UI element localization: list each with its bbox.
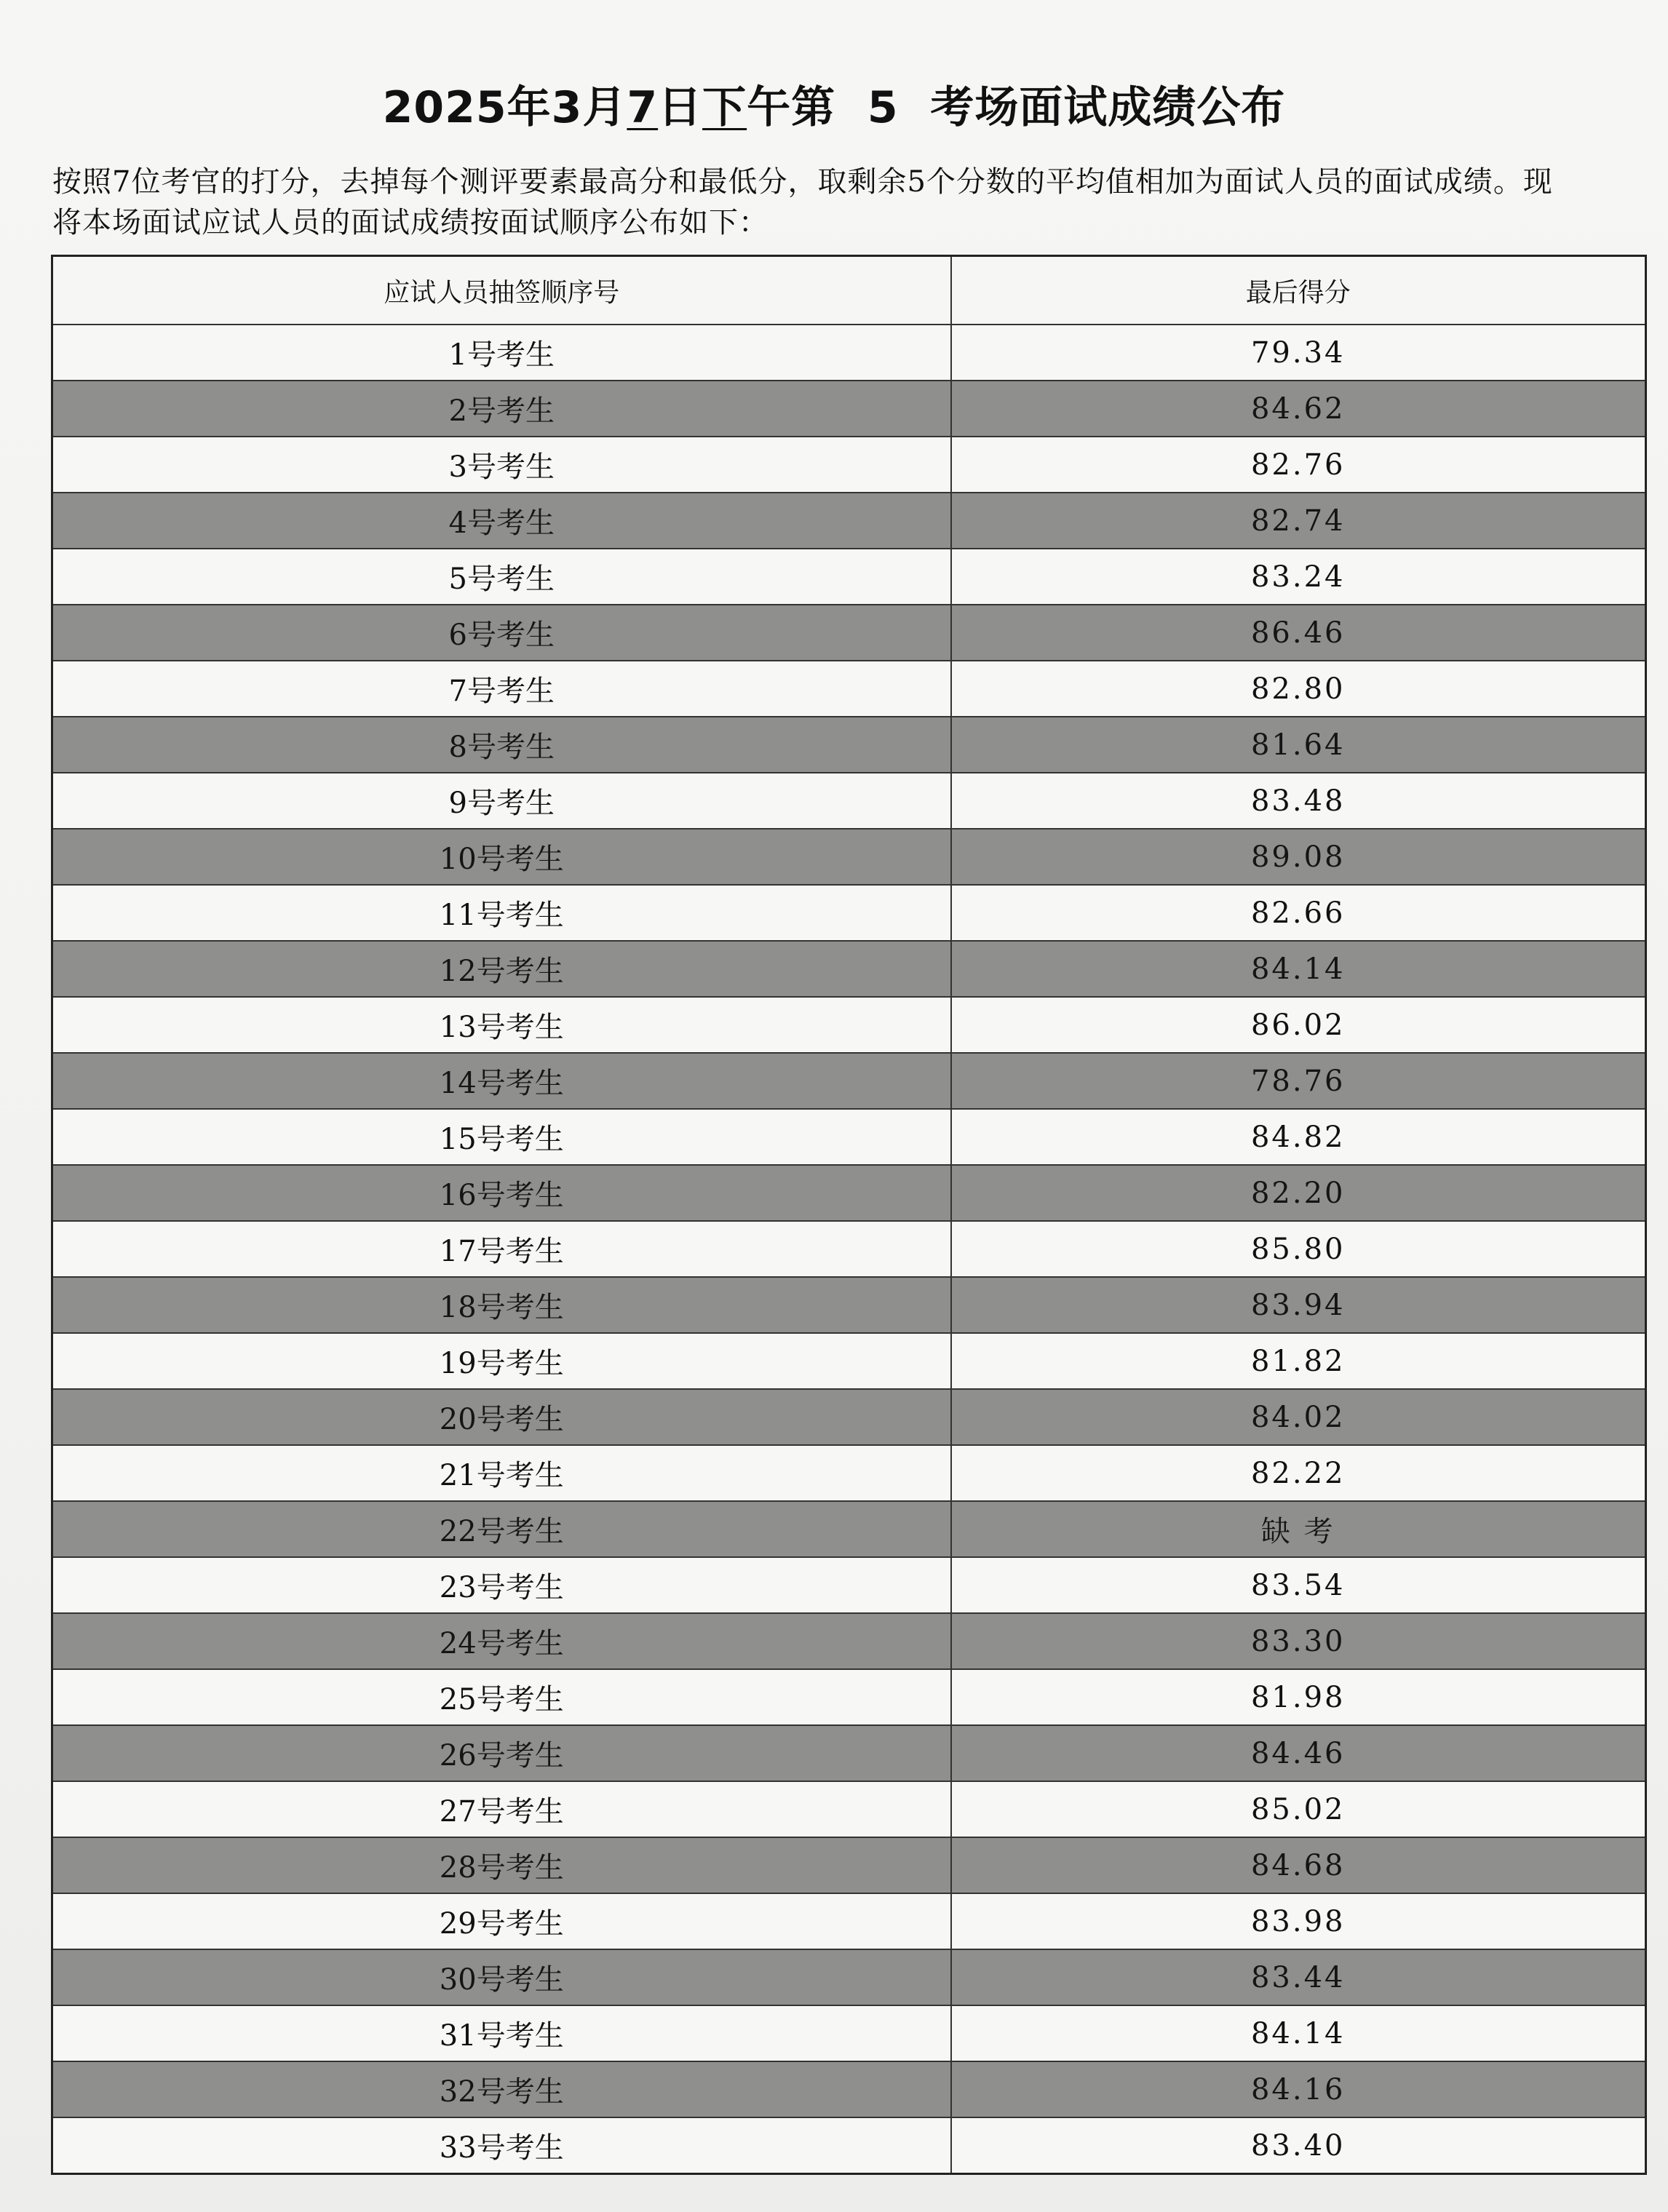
candidate-cell: 23号考生 bbox=[52, 1557, 951, 1613]
table-row bbox=[52, 1725, 1646, 1781]
candidate-cell: 24号考生 bbox=[52, 1613, 951, 1669]
candidate-cell: 22号考生 bbox=[52, 1501, 951, 1557]
table-row bbox=[52, 1893, 1646, 1949]
score-cell: 84.16 bbox=[951, 2061, 1646, 2117]
score-cell: 82.74 bbox=[951, 493, 1646, 549]
intro-paragraph bbox=[52, 162, 1639, 243]
table-row bbox=[52, 1669, 1646, 1725]
candidate-cell: 5号考生 bbox=[52, 549, 951, 605]
candidate-cell: 3号考生 bbox=[52, 437, 951, 493]
score-cell: 84.68 bbox=[951, 1837, 1646, 1893]
table-row bbox=[52, 997, 1646, 1053]
score-cell: 81.82 bbox=[951, 1333, 1646, 1389]
intro-line-2: 将本场面试应试人员的面试成绩按面试顺序公布如下： bbox=[52, 206, 769, 239]
table-row bbox=[52, 437, 1646, 493]
table-row bbox=[52, 717, 1646, 773]
candidate-cell: 11号考生 bbox=[52, 885, 951, 941]
candidate-cell: 28号考生 bbox=[52, 1837, 951, 1893]
title-day-suffix: 日 bbox=[658, 82, 703, 133]
candidate-cell: 4号考生 bbox=[52, 493, 951, 549]
candidate-cell: 10号考生 bbox=[52, 829, 951, 885]
score-cell: 83.30 bbox=[951, 1613, 1646, 1669]
score-cell: 82.76 bbox=[951, 437, 1646, 493]
table-row bbox=[52, 549, 1646, 605]
score-cell: 84.14 bbox=[951, 2005, 1646, 2061]
score-cell: 86.46 bbox=[951, 605, 1646, 661]
candidate-cell: 26号考生 bbox=[52, 1725, 951, 1781]
score-cell: 83.40 bbox=[951, 2117, 1646, 2174]
score-cell: 82.80 bbox=[951, 661, 1646, 717]
score-cell: 缺 考 bbox=[951, 1501, 1646, 1557]
title-room: 5 bbox=[867, 82, 899, 133]
candidate-cell: 18号考生 bbox=[52, 1277, 951, 1333]
table-row bbox=[52, 661, 1646, 717]
score-cell: 83.94 bbox=[951, 1277, 1646, 1333]
candidate-cell: 19号考生 bbox=[52, 1333, 951, 1389]
score-cell: 85.80 bbox=[951, 1221, 1646, 1277]
candidate-cell: 7号考生 bbox=[52, 661, 951, 717]
table-row bbox=[52, 1781, 1646, 1837]
candidate-cell: 32号考生 bbox=[52, 2061, 951, 2117]
page-title bbox=[0, 73, 1668, 135]
score-cell: 84.46 bbox=[951, 1725, 1646, 1781]
score-cell: 83.44 bbox=[951, 1949, 1646, 2005]
table-row bbox=[52, 605, 1646, 661]
score-cell: 89.08 bbox=[951, 829, 1646, 885]
candidate-cell: 9号考生 bbox=[52, 773, 951, 829]
table-row bbox=[52, 2061, 1646, 2117]
table-row bbox=[52, 1221, 1646, 1277]
score-cell: 83.24 bbox=[951, 549, 1646, 605]
table-row bbox=[52, 1501, 1646, 1557]
candidate-cell: 1号考生 bbox=[52, 325, 951, 381]
header-candidate: 应试人员抽签顺序号 bbox=[52, 256, 951, 325]
table-row bbox=[52, 1109, 1646, 1165]
table-row bbox=[52, 381, 1646, 437]
score-cell: 86.02 bbox=[951, 997, 1646, 1053]
score-cell: 84.02 bbox=[951, 1389, 1646, 1445]
candidate-cell: 14号考生 bbox=[52, 1053, 951, 1109]
table-body bbox=[52, 325, 1646, 2174]
table-row bbox=[52, 885, 1646, 941]
score-cell: 79.34 bbox=[951, 325, 1646, 381]
table-row bbox=[52, 1053, 1646, 1109]
candidate-cell: 30号考生 bbox=[52, 1949, 951, 2005]
candidate-cell: 15号考生 bbox=[52, 1109, 951, 1165]
score-cell: 82.66 bbox=[951, 885, 1646, 941]
candidate-cell: 31号考生 bbox=[52, 2005, 951, 2061]
score-cell: 85.02 bbox=[951, 1781, 1646, 1837]
score-cell: 84.82 bbox=[951, 1109, 1646, 1165]
title-day: 7 bbox=[627, 82, 659, 133]
table-row bbox=[52, 1557, 1646, 1613]
score-cell: 78.76 bbox=[951, 1053, 1646, 1109]
candidate-cell: 20号考生 bbox=[52, 1389, 951, 1445]
table-row bbox=[52, 1613, 1646, 1669]
candidate-cell: 29号考生 bbox=[52, 1893, 951, 1949]
score-cell: 83.48 bbox=[951, 773, 1646, 829]
table-row bbox=[52, 1165, 1646, 1221]
score-cell: 83.98 bbox=[951, 1893, 1646, 1949]
candidate-cell: 6号考生 bbox=[52, 605, 951, 661]
score-cell: 82.22 bbox=[951, 1445, 1646, 1501]
score-cell: 83.54 bbox=[951, 1557, 1646, 1613]
candidate-cell: 8号考生 bbox=[52, 717, 951, 773]
table-row bbox=[52, 1445, 1646, 1501]
title-half-suffix: 午第 bbox=[747, 82, 867, 133]
table-row bbox=[52, 2005, 1646, 2061]
candidate-cell: 12号考生 bbox=[52, 941, 951, 997]
title-half: 下 bbox=[702, 82, 747, 133]
score-cell: 81.64 bbox=[951, 717, 1646, 773]
candidate-cell: 16号考生 bbox=[52, 1165, 951, 1221]
table-header-row bbox=[52, 256, 1646, 325]
table-row bbox=[52, 773, 1646, 829]
candidate-cell: 13号考生 bbox=[52, 997, 951, 1053]
candidate-cell: 33号考生 bbox=[52, 2117, 951, 2174]
table-row bbox=[52, 829, 1646, 885]
table-row bbox=[52, 493, 1646, 549]
table-row bbox=[52, 941, 1646, 997]
table-row bbox=[52, 1389, 1646, 1445]
score-cell: 82.20 bbox=[951, 1165, 1646, 1221]
title-suffix: 考场面试成绩公布 bbox=[898, 82, 1286, 133]
title-prefix: 2025年3月 bbox=[382, 82, 627, 133]
table-row bbox=[52, 2117, 1646, 2174]
intro-line-1: 按照7位考官的打分，去掉每个测评要素最高分和最低分，取剩余5个分数的平均值相加为面试人员的面试成绩。现 bbox=[52, 165, 1553, 199]
score-cell: 84.62 bbox=[951, 381, 1646, 437]
candidate-cell: 21号考生 bbox=[52, 1445, 951, 1501]
table-row bbox=[52, 325, 1646, 381]
table-row bbox=[52, 1837, 1646, 1893]
candidate-cell: 2号考生 bbox=[52, 381, 951, 437]
table-row bbox=[52, 1949, 1646, 2005]
score-table bbox=[51, 255, 1647, 2175]
score-cell: 84.14 bbox=[951, 941, 1646, 997]
candidate-cell: 25号考生 bbox=[52, 1669, 951, 1725]
candidate-cell: 17号考生 bbox=[52, 1221, 951, 1277]
candidate-cell: 27号考生 bbox=[52, 1781, 951, 1837]
header-score: 最后得分 bbox=[951, 256, 1646, 325]
score-cell: 81.98 bbox=[951, 1669, 1646, 1725]
table-row bbox=[52, 1277, 1646, 1333]
table-row bbox=[52, 1333, 1646, 1389]
